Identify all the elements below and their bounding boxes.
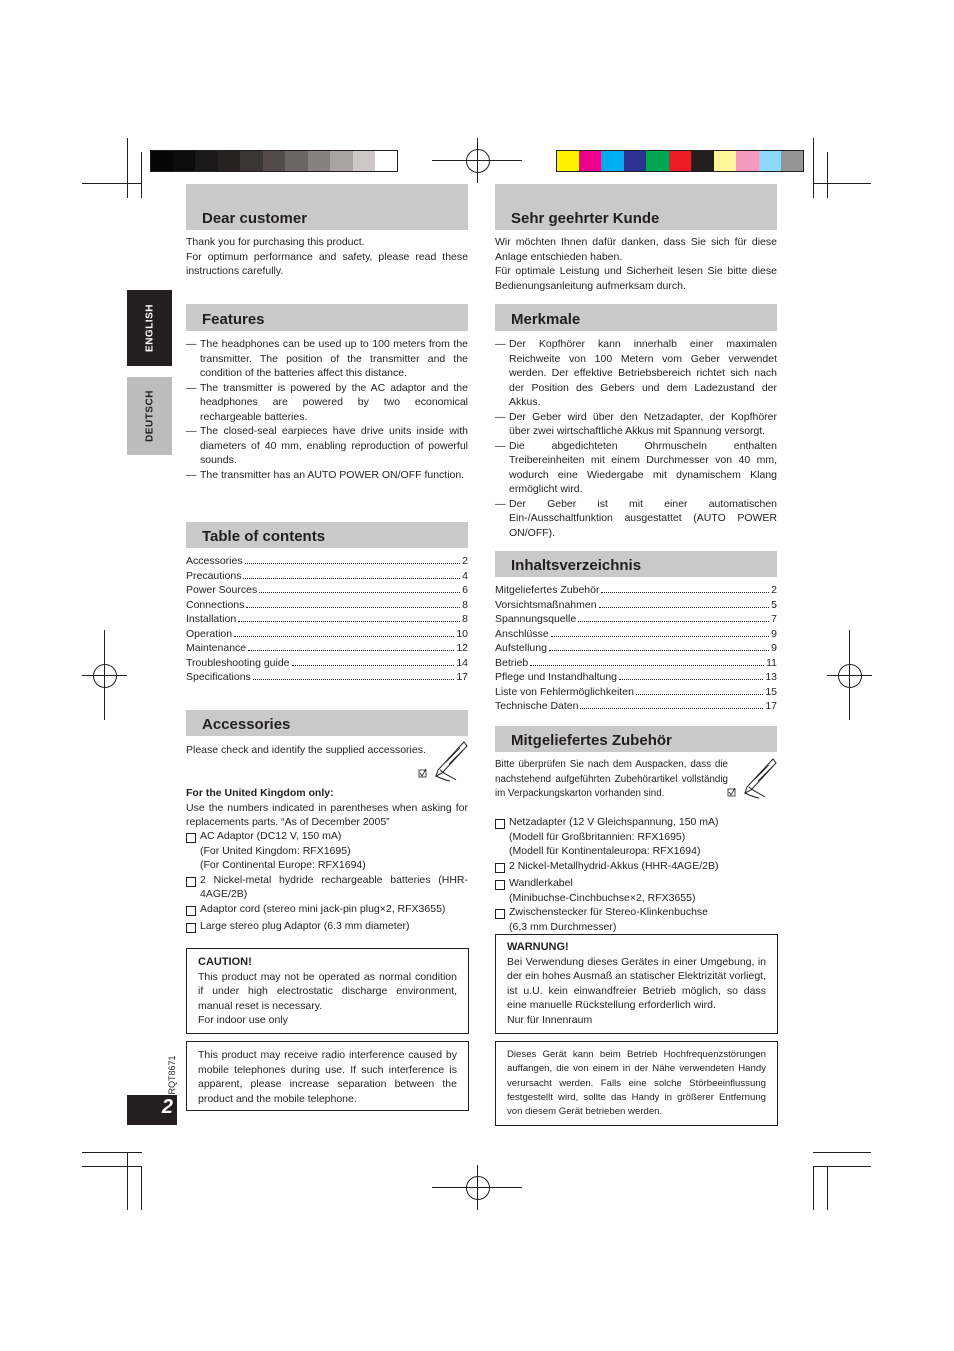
features-list — [186, 337, 468, 482]
checkbox-icon — [186, 906, 196, 916]
list-item: — Der Geber wird über den Netzadapter, der Kopfhörer über zwei wirtschaftliche Akkus mit Spannung versorgt. — [495, 410, 777, 437]
color-bar-outline — [150, 150, 398, 172]
uk-note: For the United Kingdom only: Use the numbers indicated in parentheses when asking for replacements parts. “As of December 2005” — [186, 787, 468, 828]
caution-box: CAUTION! This product may not be operated as normal condition if under high electrostatic discharge environment, manual reset is necessary. For indoor use only — [186, 948, 469, 1034]
list-item: Zwischenstecker für Stereo-Klinkenbuchse (6,3 mm Durchmesser) — [495, 905, 777, 934]
table-of-contents — [186, 554, 468, 685]
checkbox-icon — [495, 863, 505, 873]
heading-accessories: Accessories — [186, 710, 468, 736]
list-item: — The transmitter has an AUTO POWER ON/OFF function. — [186, 468, 465, 481]
list-item: — The closed-seal earpieces have drive units inside with diameters of 40 mm, enabling reproduction of powerful sounds. — [186, 425, 468, 466]
toc-entry[interactable]: Specifications 17 — [186, 671, 468, 683]
checkbox-icon — [495, 819, 505, 829]
checkbox-icon — [495, 880, 505, 890]
heading-table-of-contents: Table of contents — [186, 522, 468, 548]
page-number: 2 — [127, 1095, 177, 1125]
toc-entry[interactable]: Liste von Fehlermöglichkeiten 15 — [495, 685, 777, 698]
list-item: 2 Nickel-Metallhydrid-Akkus (HHR-4AGE/2B) — [495, 859, 777, 877]
toc-entry[interactable]: Mitgeliefertes Zubehör 2 — [495, 584, 777, 596]
list-item: — The transmitter is powered by the AC adaptor and the headphones are powered by two economical rechargeable batteries. — [186, 381, 468, 423]
list-item: Netzadapter (12 V Gleichspannung, 150 mA) (Modell für Großbritannien: RFX1695) (Modell für Kontinentaleuropa: RFX1694) — [495, 815, 777, 859]
zubehoer-intro: Bitte überprüfen Sie nach dem Auspacken, dass die nachstehend aufgeführten Zubehörartikel vollständig im Verpackungskarton vorhanden sind. — [495, 759, 728, 799]
list-item: — Die abgedichteten Ohrmuscheln enthalten Treibereinheiten mit einem Durchmesser von 40 mm, wodurch eine Wiedergabe mit dynamischem Klang ermöglicht wird. — [495, 439, 777, 495]
toc-entry[interactable]: Accessories 2 — [186, 555, 468, 567]
sehr-geehrter-kunde-text: Wir möchten Ihnen dafür danken, dass Sie sich für diese Anlage entschieden haben. Für optimale Leistung und Sicherheit lesen Sie bitte diese Bedienungsanleitung aufmerksam durch. — [495, 236, 777, 292]
tab-english: ENGLISH — [127, 290, 172, 366]
toc-entry[interactable]: Connections 8 — [186, 598, 468, 611]
toc-entry[interactable]: Betrieb 11 — [495, 656, 777, 669]
checkbox-icon — [186, 923, 196, 933]
list-item: — Der Kopfhörer kann innerhalb einer maximalen Reichweite von 100 Metern vom Geber verwendet werden. Der effektive Betriebsbereich richtet sich nach der Position des Gebers und dem Ladezustand der Akkus. — [495, 338, 777, 408]
toc-entry[interactable]: Precautions 4 — [186, 569, 468, 582]
heading-dear-customer: Dear customer — [186, 184, 468, 230]
pen-checklist-icon — [725, 757, 779, 799]
list-item: 2 Nickel-metal hydride rechargeable batteries (HHR-4AGE/2B) — [186, 873, 468, 902]
document-code: RQT8671 — [167, 1055, 177, 1095]
list-item: AC Adaptor (DC12 V, 150 mA) (For United Kingdom: RFX1695) (For Continental Europe: RFX1694) — [186, 829, 468, 873]
checkbox-icon — [186, 877, 196, 887]
zubehoer-list — [495, 815, 777, 934]
tab-deutsch: DEUTSCH — [127, 377, 172, 455]
toc-entry[interactable]: Spannungsquelle 7 — [495, 613, 777, 625]
inhaltsverzeichnis — [495, 583, 777, 714]
checkbox-icon — [495, 909, 505, 919]
accessories-list — [186, 829, 468, 937]
list-item: — The headphones can be used up to 100 meters from the transmitter. The position of the transmitter and the condition of the batteries affect this distance. — [186, 338, 468, 379]
heading-features: Features — [186, 304, 468, 331]
toc-entry[interactable]: Anschlüsse 9 — [495, 627, 777, 640]
list-item: Large stereo plug Adaptor (6.3 mm diameter) — [186, 919, 468, 937]
heading-sehr-geehrter-kunde: Sehr geehrter Kunde — [495, 184, 777, 230]
checkbox-icon — [186, 833, 196, 843]
stoerung-notice-box: Dieses Gerät kann beim Betrieb Hochfrequenzstörungen auffangen, die von einem in der Nähe verwendeten Handy verursacht werden. Falls eine solche Störbeeinflussung festgestellt wird, sollte das Handy in größerer Entfernung von diesem Gerät betrieben werden. — [495, 1041, 778, 1126]
interference-notice-box: This product may receive radio interference caused by mobile telephones during use. If such interference is apparent, please increase separation between the product and the mobile telephone. — [186, 1041, 469, 1111]
toc-entry[interactable]: Operation 10 — [186, 627, 468, 640]
toc-entry[interactable]: Aufstellung 9 — [495, 642, 777, 654]
toc-entry[interactable]: Troubleshooting guide 14 — [186, 656, 468, 669]
heading-inhaltsverzeichnis: Inhaltsverzeichnis — [495, 551, 777, 577]
heading-merkmale: Merkmale — [495, 304, 777, 331]
toc-entry[interactable]: Vorsichtsmaßnahmen 5 — [495, 598, 777, 611]
dear-customer-text: Thank you for purchasing this product. For optimum performance and safety, please read these instructions carefully. — [186, 236, 468, 277]
merkmale-list — [495, 337, 777, 540]
list-item: Wandlerkabel (Minibuchse-Cinchbuchse×2, RFX3655) — [495, 876, 777, 905]
warning-box: WARNUNG! Bei Verwendung dieses Gerätes in einer Umgebung, in der ein hohes Ausmaß an statischer Elektrizität vorliegt, ist u.U. kein einwandfreier Betrieb möglich, so dass eine manuelle Rückstellung erforderlich wird. Nur für Innenraum — [495, 934, 778, 1034]
toc-entry[interactable]: Maintenance 12 — [186, 642, 468, 654]
list-item: Adaptor cord (stereo mini jack-pin plug×2, RFX3655) — [186, 902, 468, 920]
color-bar-outline — [556, 150, 804, 172]
toc-entry[interactable]: Technische Daten 17 — [495, 700, 777, 712]
heading-mitgeliefertes-zubehoer: Mitgeliefertes Zubehör — [495, 726, 777, 752]
accessories-intro: Please check and identify the supplied accessories. — [186, 744, 426, 756]
toc-entry[interactable]: Installation 8 — [186, 613, 468, 625]
toc-entry[interactable]: Power Sources 6 — [186, 584, 468, 596]
list-item: — Der Geber ist mit einer automatischen Ein-/Ausschaltfunktion ausgestattet (AUTO POWER ON/OFF). — [495, 497, 777, 539]
toc-entry[interactable]: Pflege und Instandhaltung 13 — [495, 671, 777, 683]
pen-checklist-icon — [416, 740, 470, 782]
